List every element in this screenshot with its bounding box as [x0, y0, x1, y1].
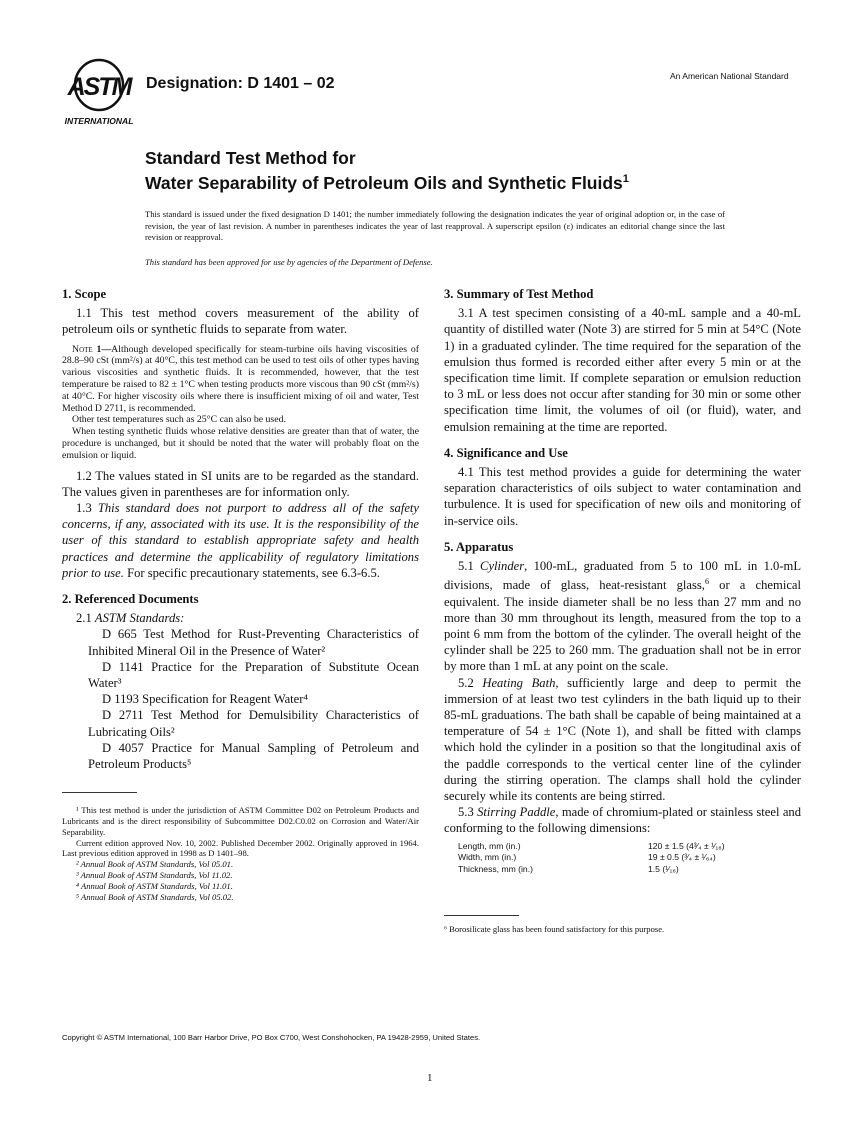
right-column — [444, 286, 801, 935]
note-1-text: Although developed specifically for steam-turbine oils having viscosities of 28.8–90 cSt (mm²/s) at 40°C, this test method can be used to test oils of other types having various viscosities and synthetic fluids. It is recommended, however, that the test temperature be raised to 82 ± 1°C when testing products more viscous than 90 cSt (mm²/s) at 40°C. For higher viscosity oils where there is insufficient mixing of oil and water, Test Method D 2711, is recommended. — [62, 343, 419, 414]
apparatus-5-3 — [444, 804, 801, 836]
title-footnote-ref: 1 — [622, 173, 629, 185]
ref-item: D 665 Test Method for Rust-Preventing Characteristics of Inhibited Mineral Oil in the Presence of Water² — [88, 627, 419, 658]
apparatus-5-3-rest: , made of chromium-plated or stainless steel and conforming to the following dimensions: — [444, 805, 802, 836]
apparatus-5-1 — [444, 558, 801, 675]
preamble: This standard is issued under the fixed designation D 1401; the number immediately following the designation indicates the year of original adoption or, in the case of revision, the year of last revision. A number in parentheses indicates the year of last reapproval. A superscript epsilon (ε) indicates an editorial change since the last revision or reapproval. — [145, 209, 725, 243]
footnote-rule — [62, 792, 137, 793]
document-title — [145, 148, 629, 194]
copyright: Copyright © ASTM International, 100 Barr Harbor Drive, PO Box C700, West Conshohocken, PA 19428-2959, United States. — [62, 1033, 481, 1042]
footnote-1-edition: Current edition approved Nov. 10, 2002. Published December 2002. Originally approved in 1964. Last previous edition approved in 1998 as D 1401–98. — [62, 837, 419, 859]
scope-1-1: 1.1 This test method covers measurement of the ability of petroleum oils or synthetic fluids to separate from water. — [62, 306, 419, 337]
title-line-1: Standard Test Method for — [145, 148, 356, 168]
significance-4-1: 4.1 This test method provides a guide for determining the water separation characteristics of oils subject to water contamination and turbulence. It is used for specification of new oils and monitoring of in-service oils. — [444, 465, 801, 528]
title-line-2: Water Separability of Petroleum Oils and Synthetic Fluids — [145, 172, 623, 193]
table-row — [458, 864, 725, 876]
section-summary-heading: 3. Summary of Test Method — [444, 287, 594, 301]
left-column — [62, 286, 419, 902]
dim-value: 1.5 (¹⁄₁₆) — [648, 863, 679, 874]
ref-item: D 2711 Test Method for Demulsibility Characteristics of Lubricating Oils² — [88, 708, 419, 739]
dim-value: 19 ± 0.5 (³⁄₄ ± ¹⁄₆₄) — [648, 852, 716, 863]
logo-subtext: INTERNATIONAL — [64, 116, 134, 126]
footnotes-left — [62, 805, 419, 902]
section-refdocs-heading: 2. Referenced Documents — [62, 592, 199, 606]
scope-1-2: 1.2 The values stated in SI units are to be regarded as the standard. The values given in parentheses are for information only. — [62, 468, 419, 499]
footnote-1: ¹ This test method is under the jurisdiction of ASTM Committee D02 on Petroleum Products and Lubricants and is the direct responsibility of Subcommittee D02.C0.02 on Corrosion and Water/Air Separability. — [62, 805, 419, 837]
ref-item: D 1193 Specification for Reagent Water⁴ — [102, 692, 308, 707]
footnote-ref-6: 6 — [704, 577, 710, 587]
table-row — [458, 852, 725, 864]
section-scope-heading: 1. Scope — [62, 287, 107, 301]
scope-1-3-num: 1.3 — [76, 500, 98, 515]
scope-1-3 — [62, 500, 419, 581]
apparatus-5-2 — [444, 675, 801, 805]
table-row — [458, 841, 725, 853]
apparatus-5-1-b: or a chemical equivalent. The inside diameter shall be no less than 27 mm and no more than 30 mm throughout its length, measured from the top to a point 6 mm from the bottom of the cylinder. The overall height of the cylinder shall be 225 to 260 mm. The graduation shall not be in error by more than 1 mL at any point on the scale. — [444, 578, 801, 674]
dod-approval: This standard has been approved for use by agencies of the Department of Defense. — [145, 257, 433, 267]
term-cylinder: Cylinder — [480, 559, 525, 574]
footnote-rule — [444, 915, 519, 916]
section-significance-heading: 4. Significance and Use — [444, 445, 568, 460]
note-number: 1— — [92, 343, 112, 355]
apparatus-5-1-num: 5.1 — [458, 559, 481, 574]
paddle-dimensions-table — [458, 841, 725, 876]
ref-item: D 4057 Practice for Manual Sampling of Petroleum and Petroleum Products⁵ — [88, 740, 419, 772]
note-label: Note — [72, 343, 93, 355]
refdocs-subheading — [62, 610, 419, 626]
dim-label: Length, mm (in.) — [458, 840, 521, 851]
dim-label: Width, mm (in.) — [458, 852, 517, 863]
term-heating-bath: Heating Bath — [482, 675, 556, 690]
footnote-2: ² Annual Book of ASTM Standards, Vol 05.01. — [76, 859, 234, 870]
refdocs-sub-text: ASTM Standards: — [94, 611, 185, 626]
dim-value: 120 ± 1.5 (4³⁄₄ ± ¹⁄₁₆) — [648, 840, 725, 851]
summary-3-1: 3.1 A test specimen consisting of a 40-mL sample and a 40-mL quantity of distilled water (Note 3) are stirred for 5 min at 54°C (Note 1) in a graduated cylinder. The time required for the separation of the emulsion thus formed is recorded either after every 5 min or at the specification time limit. If complete separation or emulsion reduction to 3 mL or less does not occur after standing for 30 min or some other specification time limit, the volumes of oil (or fluid), water, and emulsion remaining at the time are reported. — [444, 306, 801, 434]
astm-logo — [60, 57, 138, 127]
term-stirring-paddle: Stirring Paddle — [477, 805, 556, 820]
note-1-p2: Other test temperatures such as 25°C can also be used. — [72, 414, 286, 426]
dim-label: Thickness, mm (in.) — [458, 863, 533, 874]
designation: Designation: D 1401 – 02 — [146, 75, 335, 92]
footnote-5: ⁵ Annual Book of ASTM Standards, Vol 05.02. — [76, 891, 234, 902]
apparatus-5-3-num: 5.3 — [458, 805, 478, 820]
apparatus-5-2-num: 5.2 — [458, 675, 483, 690]
note-1 — [62, 344, 419, 462]
svg-text:ASTM: ASTM — [67, 73, 131, 101]
apparatus-5-1-a: , 100-mL, graduated from 5 to 100 mL in 1.0-mL divisions, made of glass, heat-resistant glass, — [444, 559, 802, 593]
page-number: 1 — [427, 1072, 433, 1084]
footnote-3: ³ Annual Book of ASTM Standards, Vol 11.02. — [76, 870, 233, 881]
footnote-4: ⁴ Annual Book of ASTM Standards, Vol 11.01. — [76, 880, 233, 891]
ref-item: D 1141 Practice for the Preparation of Substitute Ocean Water³ — [88, 659, 419, 691]
section-apparatus-heading: 5. Apparatus — [444, 539, 514, 554]
note-1-p3: When testing synthetic fluids whose relative densities are greater than that of water, the procedure is unchanged, but it should be noted that the water will probably float on the emulsion or liquid. — [62, 426, 419, 461]
national-standard-label: An American National Standard — [670, 71, 789, 81]
safety-statement: This standard does not purport to address all of the safety concerns, if any, associated with its use. It is the responsibility of the user of this standard to establish appropriate safety and health practices and determine the applicability of regulatory limitations prior to use. — [62, 500, 419, 580]
refdocs-sub-num: 2.1 — [76, 611, 95, 626]
apparatus-5-2-rest: , sufficiently large and deep to permit the immersion of at least two test cylinders in the bath liquid up to their 85-mL graduations. The bath shall be capable of being maintained at a temperature of 54 ± 1°C (Note 1), and shall be fitted with clamps which hold the cylinder in a position so that the longitudinal axis of the paddle corresponds to the vertical center line of the cylinder during the stirring operation. The clamps shall hold the cylinder securely while its contents are being stirred. — [444, 675, 801, 804]
scope-1-3-rest: For specific precautionary statements, see 6.3-6.5. — [123, 565, 380, 580]
footnote-6: ⁶ Borosilicate glass has been found satisfactory for this purpose. — [444, 924, 665, 935]
